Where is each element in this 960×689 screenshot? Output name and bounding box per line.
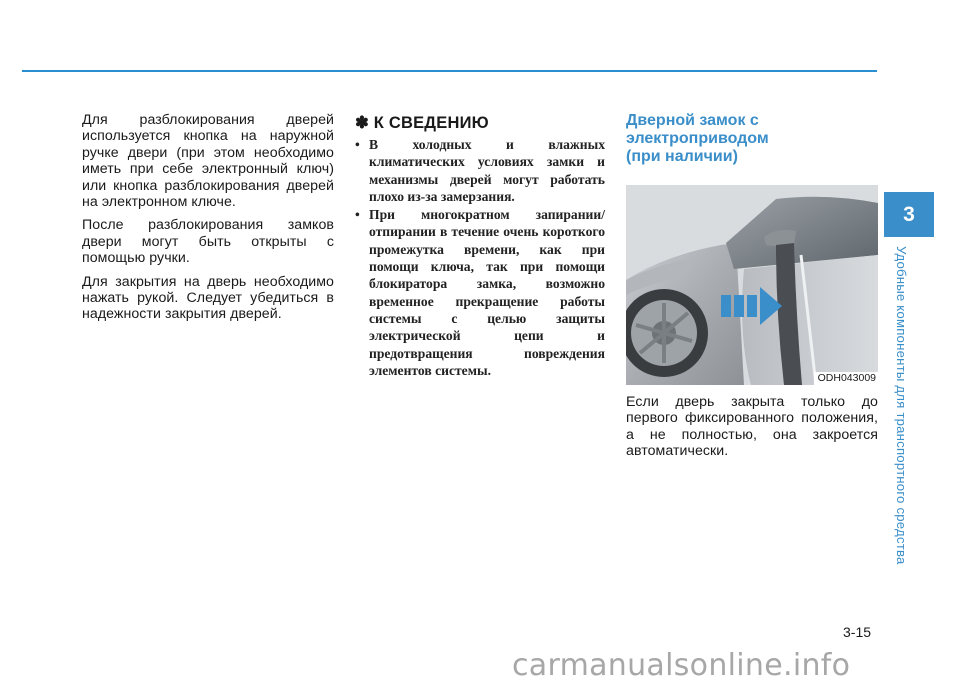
intro-paragraph-3: Для закрытия на дверь необходимо нажать рукой. Следует убедиться в надежности закрытия дверей. xyxy=(82,273,334,323)
notice-title: ✽ К СВЕДЕНИЮ xyxy=(355,114,489,132)
intro-paragraph-1: Для разблокирования дверей используется кнопка на наружной ручке двери (при этом необходимо иметь при себе электронный ключ) или кнопка разблокирования дверей на электронном ключе. xyxy=(82,112,334,211)
section-paragraph: Если дверь закрыта только до первого фиксированного положения, а не полностью, она закроется автоматически. xyxy=(626,394,878,460)
header-rule xyxy=(22,70,877,72)
section-title-line-2: электроприводом xyxy=(626,130,769,147)
section-title-line-3: (при наличии) xyxy=(626,148,738,165)
car-door-illustration xyxy=(626,185,878,385)
column-intro xyxy=(82,112,334,330)
notice-item-2: • При многократном запирании/отпирании в течение очень короткого промежутка времени, как при помощи ключа, так при помощи блокиратора замка, возможно временное прекращение работы системы с целью защиты электрической цепи и предотвращения повреждения элементов системы. xyxy=(355,206,605,379)
section-power-door-lock xyxy=(626,112,878,467)
notice-item-1: • В холодных и влажных климатических условиях замки и механизмы дверей могут работать плохо из-за замерзания. xyxy=(355,136,605,205)
page-number: 3-15 xyxy=(843,624,872,640)
figure-code: ODH043009 xyxy=(814,372,878,385)
watermark: carmanualsonline.info xyxy=(512,648,851,683)
notice-list xyxy=(355,136,605,379)
car-door-image xyxy=(626,185,878,385)
chapter-title-vertical: Удобные компоненты для транспортного средства xyxy=(894,246,909,565)
section-title-line-1: Дверной замок с xyxy=(626,112,759,129)
chapter-tab: 3 xyxy=(884,192,934,237)
notice-box xyxy=(355,112,605,380)
intro-paragraph-2: После разблокирования замков двери могут быть открыты с помощью ручки. xyxy=(82,217,334,267)
